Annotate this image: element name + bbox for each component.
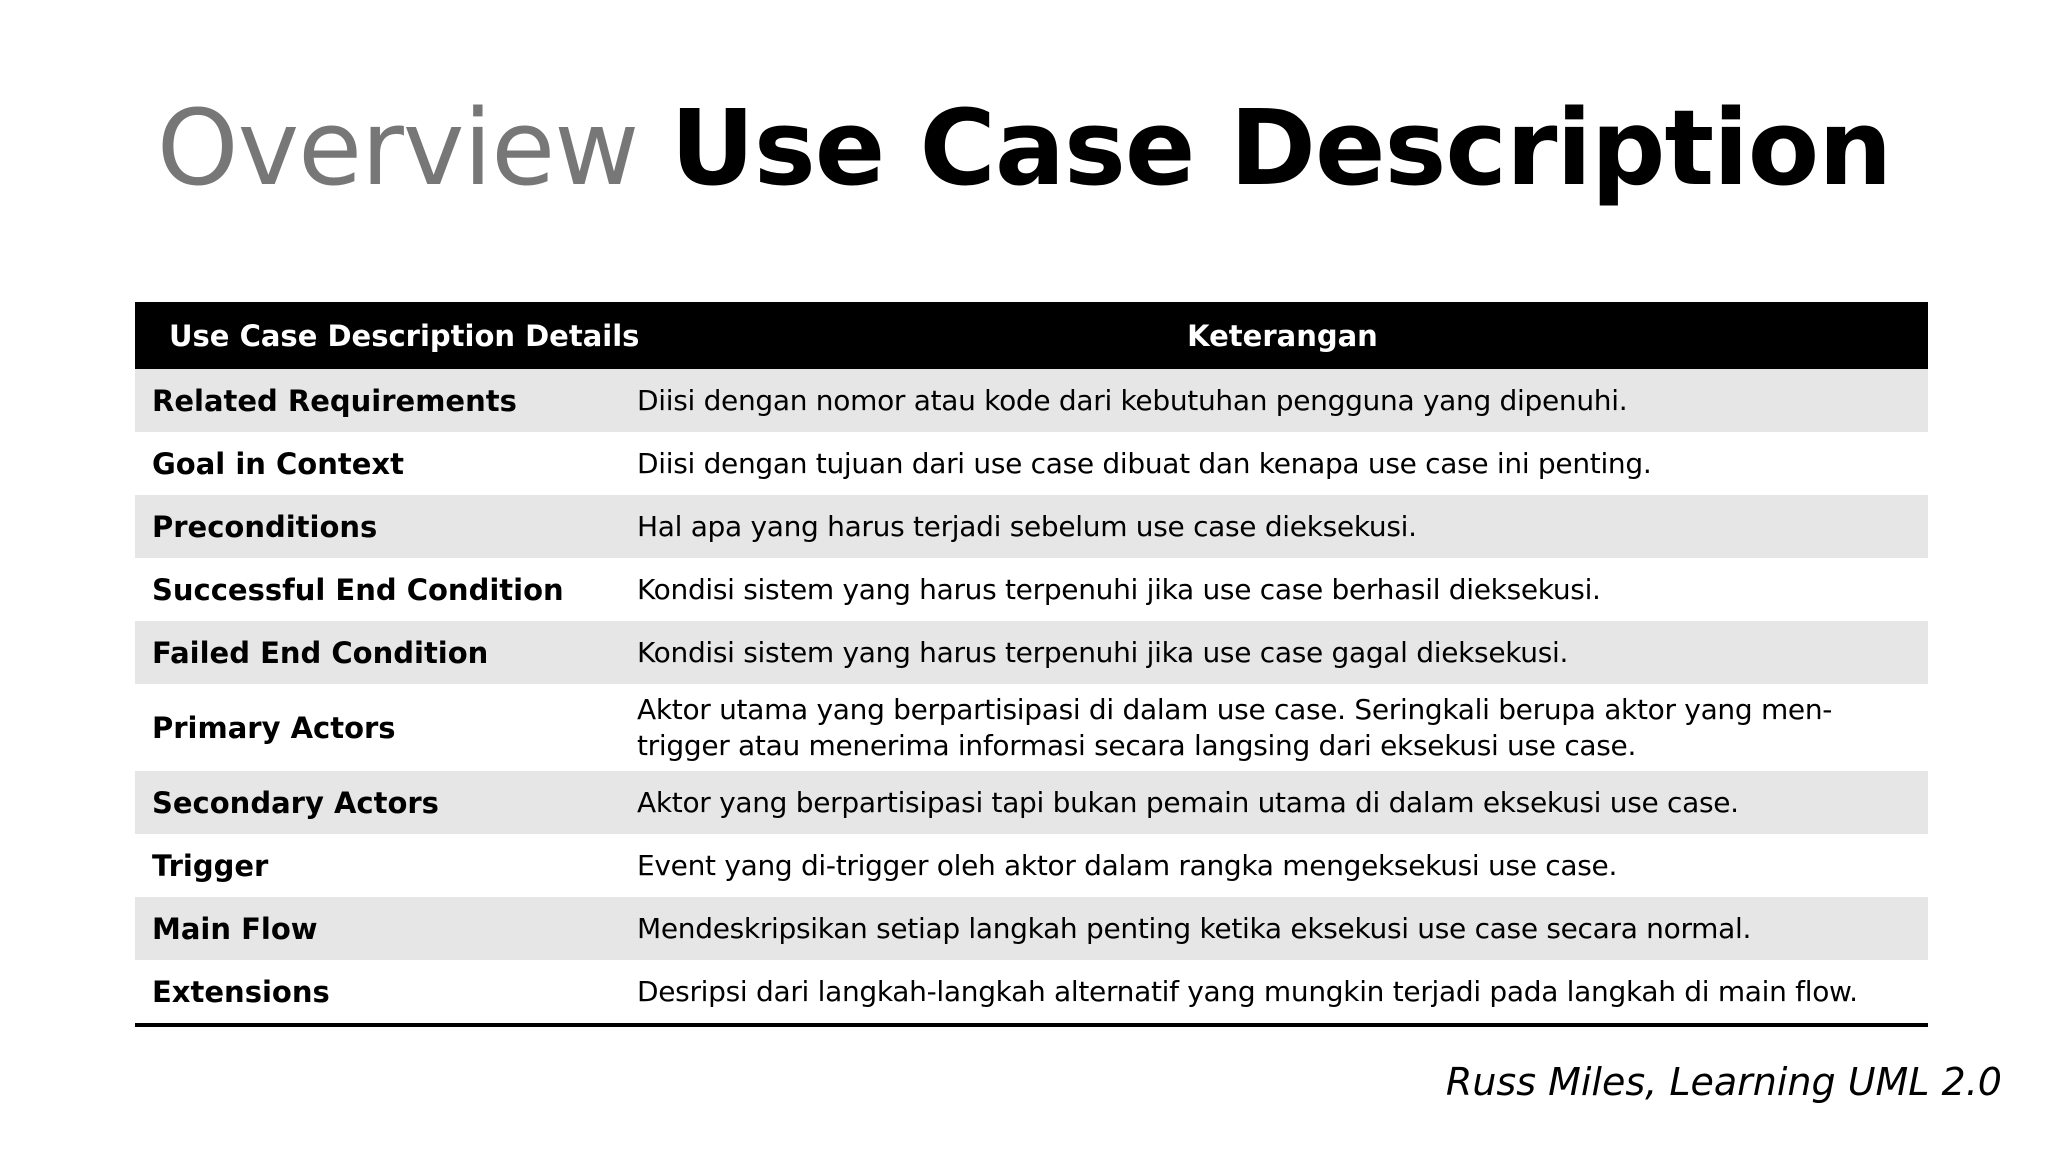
row-keterangan: Kondisi sistem yang harus terpenuhi jika use case berhasil dieksekusi. bbox=[637, 572, 1601, 606]
row-keterangan: Kondisi sistem yang harus terpenuhi jika use case gagal dieksekusi. bbox=[637, 635, 1569, 669]
table-row bbox=[135, 432, 1928, 495]
table-row bbox=[135, 960, 1928, 1023]
row-detail: Preconditions bbox=[152, 509, 378, 544]
slide-title bbox=[0, 88, 2048, 208]
table-header bbox=[135, 302, 1928, 369]
row-keterangan: Hal apa yang harus terjadi sebelum use case dieksekusi. bbox=[637, 509, 1417, 543]
row-detail: Secondary Actors bbox=[152, 785, 439, 820]
use-case-table bbox=[135, 302, 1928, 1027]
citation: Russ Miles, Learning UML 2.0 bbox=[1445, 1060, 2002, 1104]
row-keterangan: Aktor yang berpartisipasi tapi bukan pemain utama di dalam eksekusi use case. bbox=[637, 785, 1739, 819]
title-main: Use Case Description bbox=[670, 87, 1892, 209]
row-detail: Goal in Context bbox=[152, 446, 404, 481]
row-detail: Primary Actors bbox=[152, 710, 396, 745]
row-detail: Related Requirements bbox=[152, 383, 517, 418]
row-detail: Trigger bbox=[152, 848, 269, 883]
row-detail: Successful End Condition bbox=[152, 572, 564, 607]
row-keterangan: Event yang di-trigger oleh aktor dalam rangka mengeksekusi use case. bbox=[637, 848, 1618, 882]
row-keterangan: Aktor utama yang berpartisipasi di dalam use case. Seringkali berupa aktor yang men-trigger atau menerima informasi secara langsing dari eksekusi use case. bbox=[637, 692, 1833, 762]
row-keterangan: Desripsi dari langkah-langkah alternatif yang mungkin terjadi pada langkah di main flow. bbox=[637, 974, 1858, 1008]
row-detail: Main Flow bbox=[152, 911, 318, 946]
table-row bbox=[135, 684, 1928, 771]
table-row bbox=[135, 771, 1928, 834]
table-row bbox=[135, 897, 1928, 960]
table-row bbox=[135, 834, 1928, 897]
row-detail: Failed End Condition bbox=[152, 635, 489, 670]
title-overview: Overview bbox=[156, 87, 639, 209]
row-keterangan: Diisi dengan nomor atau kode dari kebutuhan pengguna yang dipenuhi. bbox=[637, 383, 1628, 417]
header-keterangan: Keterangan bbox=[1187, 318, 1378, 353]
table-row bbox=[135, 558, 1928, 621]
header-details: Use Case Description Details bbox=[169, 318, 640, 353]
table-row bbox=[135, 621, 1928, 684]
row-detail: Extensions bbox=[152, 974, 330, 1009]
table-row bbox=[135, 369, 1928, 432]
row-keterangan: Mendeskripsikan setiap langkah penting ketika eksekusi use case secara normal. bbox=[637, 911, 1752, 945]
row-keterangan: Diisi dengan tujuan dari use case dibuat dan kenapa use case ini penting. bbox=[637, 446, 1652, 480]
table-row bbox=[135, 495, 1928, 558]
